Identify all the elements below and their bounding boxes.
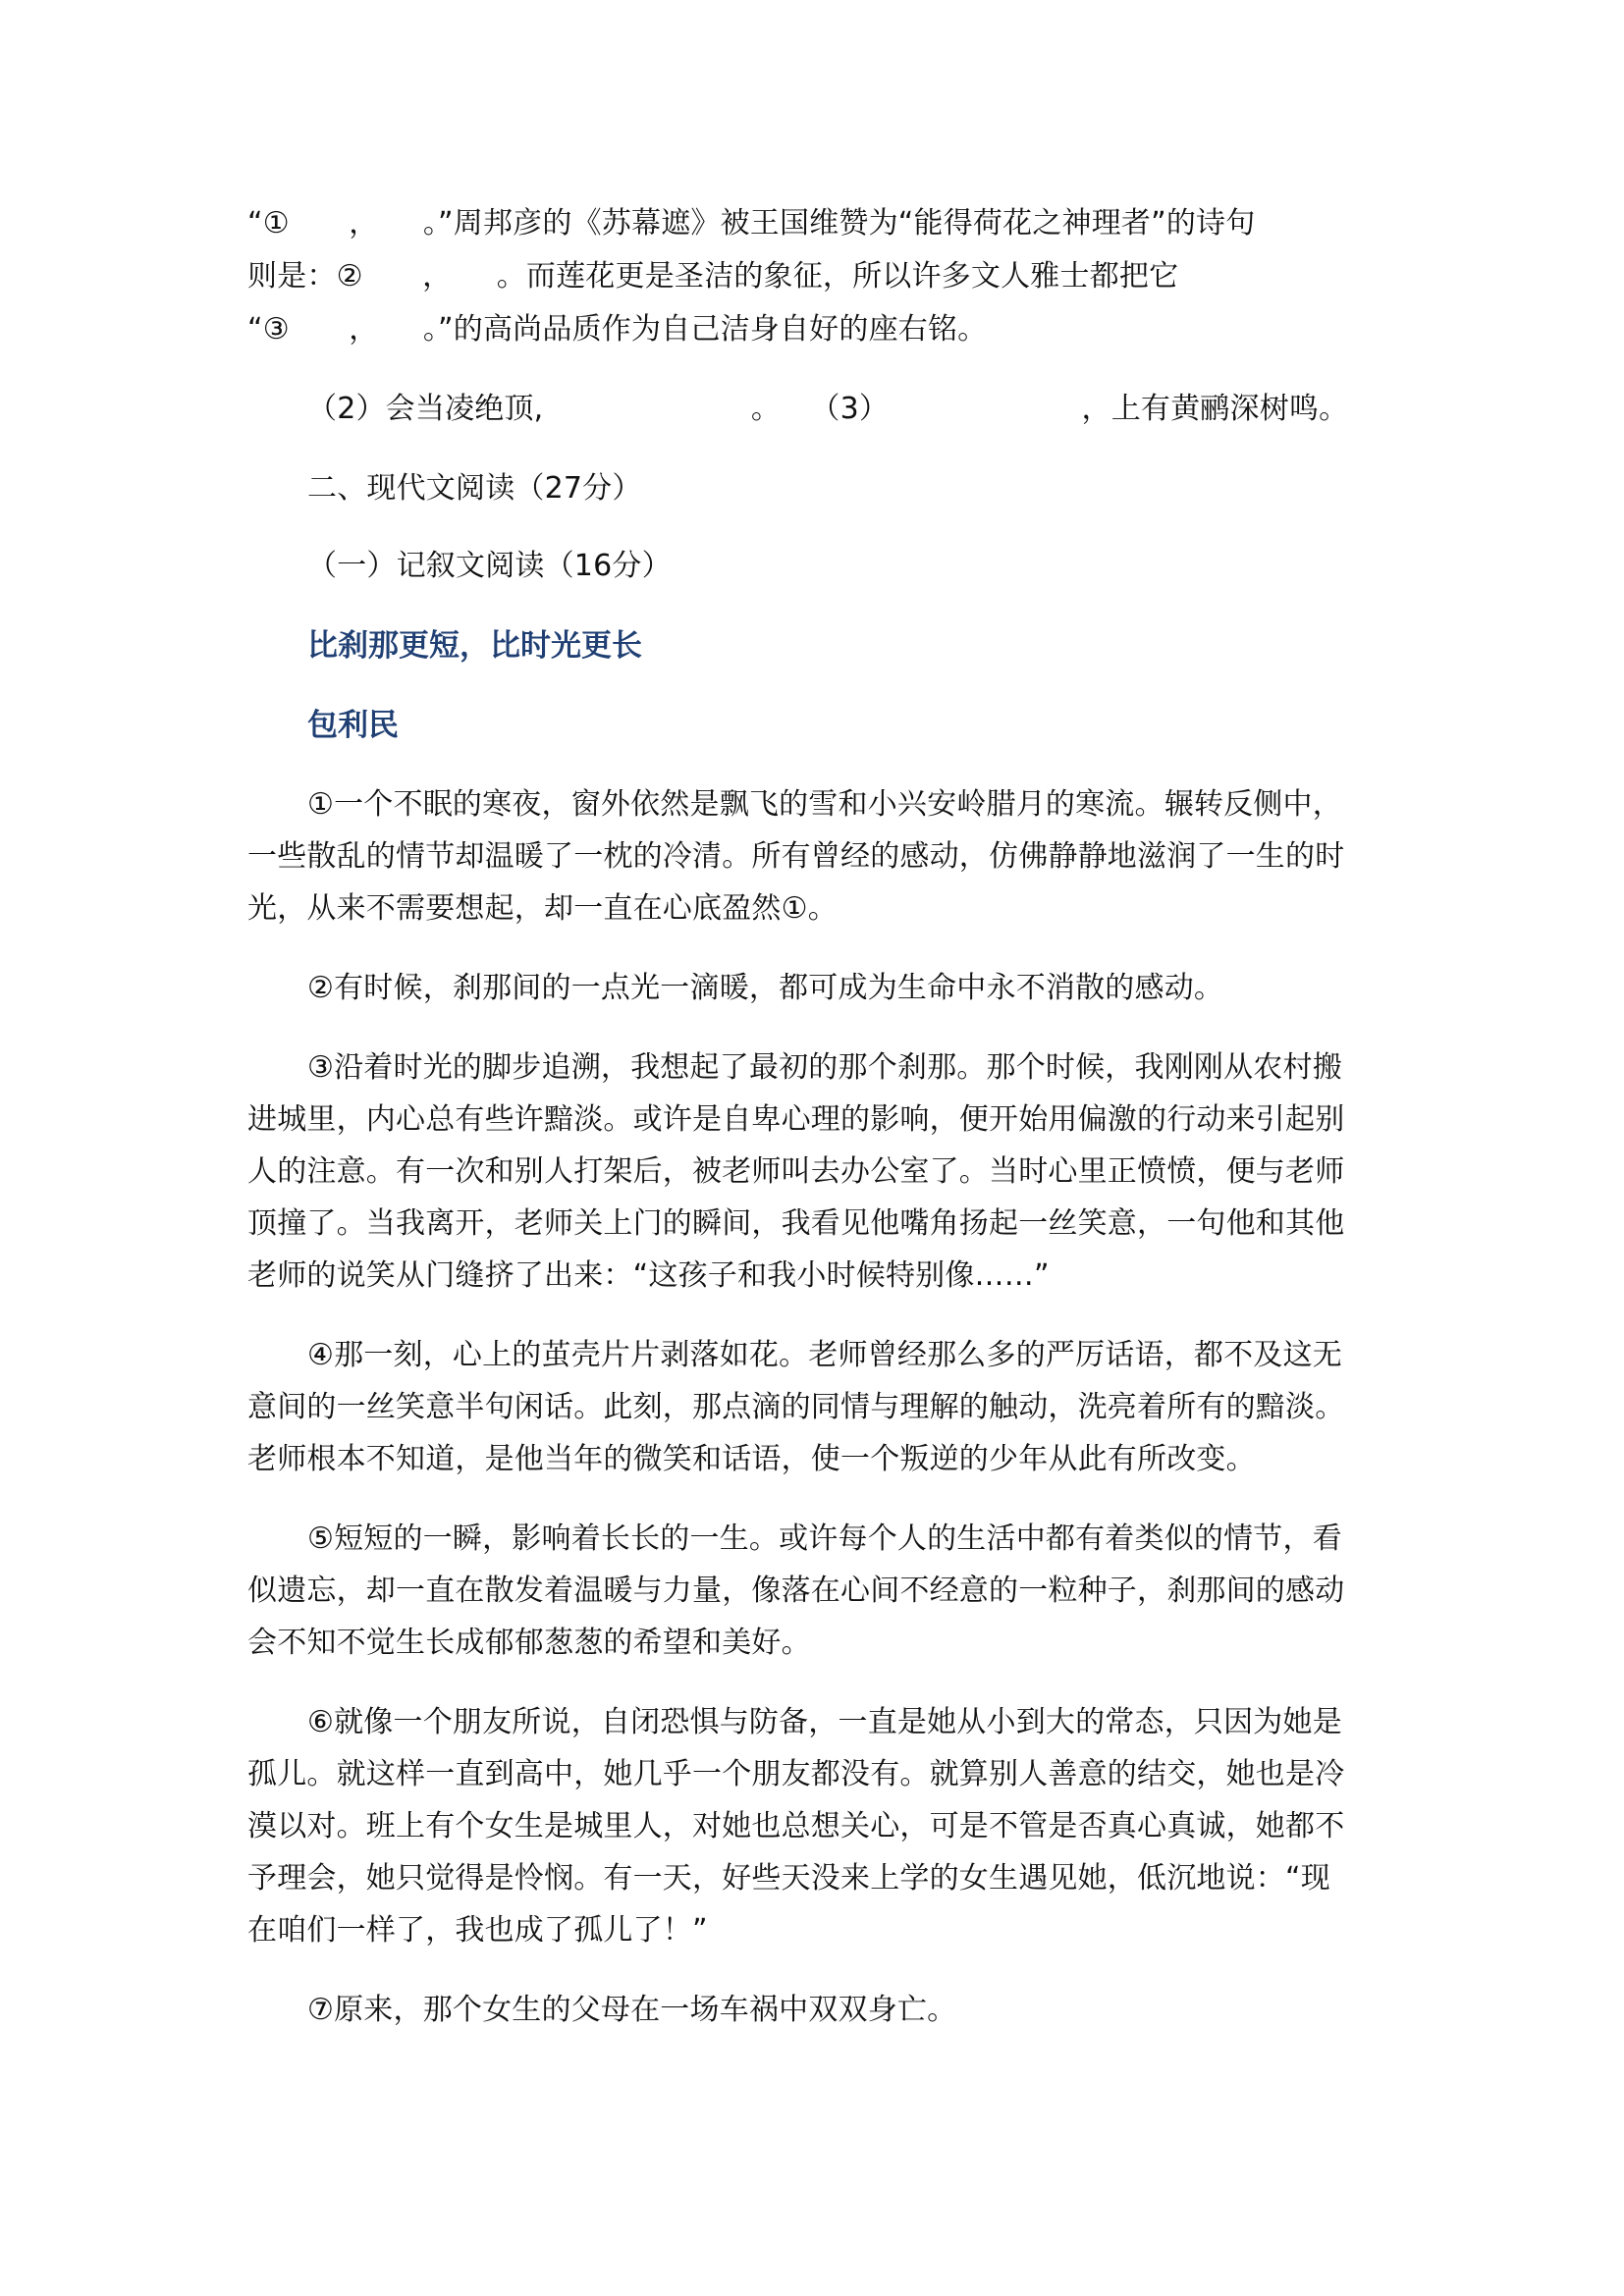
paragraph-7-line-1: ⑦原来，那个女生的父母在一场车祸中双双身亡。: [307, 1993, 957, 2027]
paragraph-4-line-1: ④那一刻，心上的茧壳片片剥落如花。老师曾经那么多的严厉话语，都不及这无: [307, 1338, 1342, 1372]
paragraph-3-line-1: ③沿着时光的脚步追溯，我想起了最初的那个刹那。那个时候，我刚刚从农村搬: [307, 1050, 1342, 1085]
paragraph-3-line-2: 进城里，内心总有些许黯淡。或许是自卑心理的影响，便开始用偏激的行动来引起别: [247, 1102, 1345, 1137]
paragraph-3-line-4: 顶撞了。当我离开，老师关上门的瞬间，我看见他嘴角扬起一丝笑意，一句他和其他: [247, 1206, 1345, 1241]
subsection-heading: （一）记叙文阅读（16分）: [307, 549, 672, 583]
question-2-3-line: （2）会当凌绝顶, 。 （3） ，上有黄鹂深树鸣。: [307, 392, 1349, 426]
poem-fill-line-3: “③ ， 。”的高尚品质作为自己洁身自好的座右铭。: [247, 312, 988, 347]
paragraph-6-line-3: 漠以对。班上有个女生是城里人，对她也总想关心，可是不管是否真心真诚，她都不: [247, 1809, 1345, 1843]
paragraph-3-line-5: 老师的说笑从门缝挤了出来：“这孩子和我小时候特别像……”: [247, 1258, 1050, 1293]
paragraph-4-line-2: 意间的一丝笑意半句闲话。此刻，那点滴的同情与理解的触动，洗亮着所有的黯淡。: [247, 1390, 1345, 1424]
section-heading: 二、现代文阅读（27分）: [307, 471, 642, 506]
paragraph-1-line-3: 光，从来不需要想起，却一直在心底盈然①。: [247, 891, 838, 926]
poem-fill-line-2: 则是：② ， 。而莲花更是圣洁的象征，所以许多文人雅士都把它: [247, 259, 1179, 294]
paragraph-6-line-5: 在咱们一样了，我也成了孤儿了！”: [247, 1913, 708, 1948]
article-author: 包利民: [307, 708, 399, 743]
paragraph-2-line-1: ②有时候，刹那间的一点光一滴暖，都可成为生命中永不消散的感动。: [307, 971, 1224, 1005]
paragraph-4-line-3: 老师根本不知道，是他当年的微笑和话语，使一个叛逆的少年从此有所改变。: [247, 1442, 1256, 1476]
paragraph-6-line-4: 予理会，她只觉得是怜悯。有一天，好些天没来上学的女生遇见她，低沉地说：“现: [247, 1861, 1330, 1896]
paragraph-5-line-3: 会不知不觉生长成郁郁葱葱的希望和美好。: [247, 1626, 811, 1660]
paragraph-6-line-2: 孤儿。就这样一直到高中，她几乎一个朋友都没有。就算别人善意的结交，她也是冷: [247, 1757, 1345, 1791]
article-title: 比刹那更短，比时光更长: [307, 628, 642, 664]
paragraph-1-line-1: ①一个不眠的寒夜，窗外依然是飘飞的雪和小兴安岭腊月的寒流。辗转反侧中，: [307, 787, 1342, 822]
paragraph-1-line-2: 一些散乱的情节却温暖了一枕的冷清。所有曾经的感动，仿佛静静地滋润了一生的时: [247, 839, 1345, 874]
paragraph-5-line-2: 似遗忘，却一直在散发着温暖与力量，像落在心间不经意的一粒种子，刹那间的感动: [247, 1574, 1345, 1608]
paragraph-6-line-1: ⑥就像一个朋友所说，自闭恐惧与防备，一直是她从小到大的常态，只因为她是: [307, 1705, 1342, 1739]
poem-fill-line-1: “① ， 。”周邦彦的《苏幕遮》被王国维赞为“能得荷花之神理者”的诗句: [247, 206, 1256, 240]
paragraph-5-line-1: ⑤短短的一瞬，影响着长长的一生。或许每个人的生活中都有着类似的情节，看: [307, 1522, 1342, 1556]
paragraph-3-line-3: 人的注意。有一次和别人打架后，被老师叫去办公室了。当时心里正愤愤，便与老师: [247, 1154, 1345, 1189]
